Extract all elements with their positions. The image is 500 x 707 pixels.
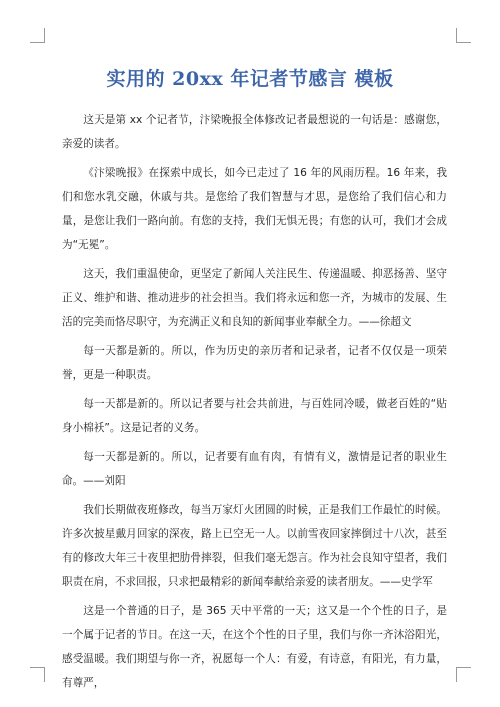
paragraph-4: 每一天都是新的。所以，作为历史的亲历者和记录者，记者不仅仅是一项荣誉，更是一种职责。 (62, 345, 447, 381)
paragraph-7: 我们长期做夜班修改，每当万家灯火团圆的时候，正是我们工作最忙的时候。许多次披星戴月回家的深夜，路上已空无一人。以前雪夜回家摔倒过十八次，甚至有的修改大年三十夜里把肋骨摔裂，但我们毫无怨言。作为社会良知守望者，我们职责在肩，不求回报，只求把最精彩的新闻奉献给亲爱的读者朋友。——史学军 (62, 504, 447, 588)
paragraph-5: 每一天都是新的。所以记者要与社会共前进，与百姓同冷暖，做老百姓的“贴身小棉袄”。这是记者的义务。 (62, 398, 447, 434)
document-title: 实用的 20xx 年记者节感言 模板 (106, 68, 394, 90)
paragraph-1: 这天是第 xx 个记者节，汴梁晚报全体修改记者最想说的一句话是：感谢您，亲爱的读者。 (62, 114, 447, 150)
paragraph-6: 每一天都是新的。所以，记者要有血有肉，有情有义，激情是记者的职业生命。——刘阳 (62, 451, 447, 487)
paragraph-3: 这天，我们重温使命，更坚定了新闻人关注民生、传递温暖、抑恶扬善、坚守正义、维护和谐、推动进步的社会担当。我们将永远和您一齐，为城市的发展、生活的完美而恪尽职守，为充满正义和良知的新闻事业奉献全力。——徐超文 (62, 268, 447, 328)
crop-mark-bottom-right (456, 667, 471, 682)
crop-mark-top-right (456, 28, 471, 43)
paragraph-2: 《汴梁晚报》在探索中成长，如今已走过了 16 年的风雨历程。16 年来，我们和您水乳交融，休戚与共。是您给了我们智慧与才思，是您给了我们信心和力量，是您让我们一路向前。有您的支持，我们无惧无畏；有您的认可，我们才会成为“无冕”。 (62, 167, 447, 251)
paragraph-8: 这是一个普通的日子，是 365 天中平常的一天；这又是一个个性的日子，是一个属于记者的节日。在这一天，在这个个性的日子里，我们与你一齐沐浴阳光，感受温暖。我们期望与你一齐，祝愿每一个人：有爱，有诗意，有阳光，有力量，有尊严， (62, 605, 447, 689)
crop-mark-top-left (30, 28, 45, 43)
crop-mark-bottom-left (30, 667, 45, 682)
document-body (62, 108, 447, 700)
